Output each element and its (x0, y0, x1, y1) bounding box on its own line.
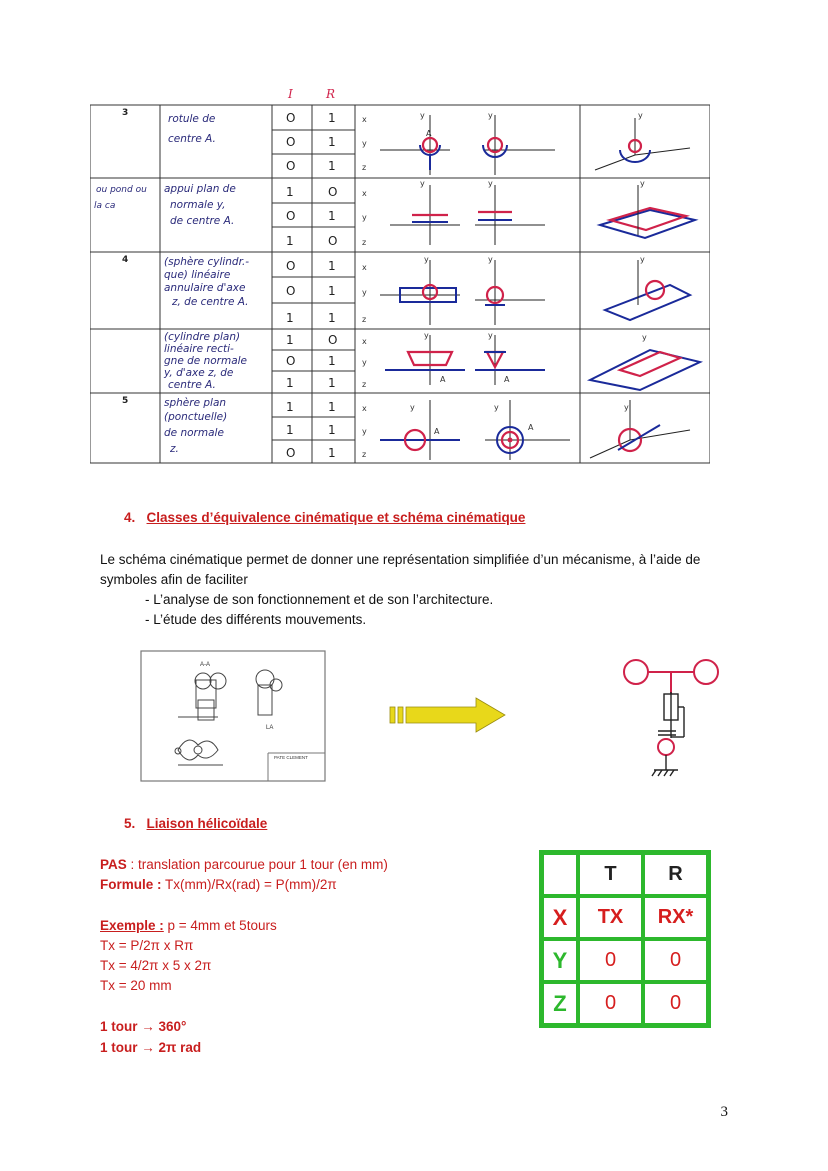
svg-text:y, d'axe z, de: y, d'axe z, de (164, 367, 234, 379)
col-i-header: I (288, 87, 293, 101)
drawing-cartouche: PATE CLEMENT (274, 755, 308, 760)
svg-text:y: y (494, 403, 499, 412)
svg-text:A: A (426, 129, 432, 138)
svg-text:z, de centre A.: z, de centre A. (172, 296, 249, 308)
bullet-item: - L’étude des différents mouvements. (145, 612, 367, 627)
svg-text:z: z (362, 238, 367, 247)
svg-text:O: O (286, 446, 296, 460)
svg-text:z.: z. (170, 443, 179, 455)
svg-text:rotule de: rotule de (168, 113, 216, 125)
svg-text:y: y (488, 111, 493, 120)
svg-text:y: y (642, 333, 647, 342)
svg-text:x: x (362, 263, 367, 272)
row-label-y: Y (542, 939, 578, 982)
svg-text:y: y (420, 179, 425, 188)
helical-dof-table (539, 850, 711, 1028)
svg-text:y: y (640, 255, 645, 264)
svg-text:1: 1 (286, 333, 294, 347)
svg-text:y: y (488, 331, 493, 340)
row-label-x: X (542, 896, 578, 939)
row-label-z: Z (542, 982, 578, 1025)
lineaire-annulaire-diagram (380, 255, 690, 325)
svg-text:O: O (286, 159, 296, 173)
svg-text:y: y (420, 111, 425, 120)
col-r-header: R (326, 87, 336, 101)
svg-text:z: z (362, 315, 367, 324)
calc-line: Tx = 20 mm (100, 978, 172, 993)
cell-y-t: 0 (578, 939, 643, 982)
svg-text:ou pond ou: ou pond ou (96, 185, 147, 195)
exemple-line (100, 916, 277, 936)
svg-text:y: y (362, 213, 367, 222)
lineaire-rectiligne-diagram (385, 331, 700, 390)
section5-number: 5. (124, 816, 136, 831)
svg-text:x: x (362, 404, 367, 413)
section5-heading (124, 816, 267, 831)
svg-text:y: y (488, 255, 493, 264)
row-names (94, 113, 249, 455)
svg-text:y: y (424, 255, 429, 264)
svg-text:(sphère cylindr.-: (sphère cylindr.- (164, 256, 250, 268)
svg-text:y: y (362, 288, 367, 297)
arrow-icon (388, 695, 508, 735)
calc-line: Tx = 4/2π x 5 x 2π (100, 958, 212, 973)
pas-line (100, 855, 388, 875)
calc-line: Tx = P/2π x Rπ (100, 938, 194, 953)
svg-text:appui plan de: appui plan de (164, 183, 236, 195)
svg-text:O: O (286, 135, 296, 149)
svg-text:y: y (362, 427, 367, 436)
svg-text:1: 1 (328, 111, 336, 125)
row-number: 3 (122, 108, 129, 118)
header-t: T (578, 853, 643, 896)
svg-text:1: 1 (328, 209, 336, 223)
svg-text:O: O (328, 234, 338, 248)
drawing-label-la: LA (266, 725, 274, 731)
svg-text:1: 1 (286, 376, 294, 390)
liaisons-table (90, 87, 710, 465)
kinematic-schema (618, 652, 728, 782)
svg-text:1: 1 (286, 400, 294, 414)
bullet-item: - L’analyse de son fonctionnement et de son l’architecture. (145, 592, 494, 607)
svg-text:x: x (362, 189, 367, 198)
cell-x-r: RX* (643, 896, 708, 939)
svg-text:1: 1 (286, 311, 294, 325)
table-corner (542, 853, 578, 896)
appui-plan-diagram (390, 179, 695, 245)
svg-text:y: y (638, 111, 643, 120)
svg-text:y: y (488, 179, 493, 188)
svg-text:y: y (640, 179, 645, 188)
svg-text:1: 1 (328, 259, 336, 273)
svg-text:1: 1 (286, 423, 294, 437)
svg-text:y: y (410, 403, 415, 412)
svg-text:z: z (362, 380, 367, 389)
cell-y-r: 0 (643, 939, 708, 982)
section4-title: Classes d’équivalence cinématique et schéma cinématique (146, 510, 526, 525)
cell-z-t: 0 (578, 982, 643, 1025)
svg-text:1: 1 (286, 234, 294, 248)
formule-text: Tx(mm)/Rx(rad) = P(mm)/2π (161, 877, 337, 892)
svg-text:la ca: la ca (94, 201, 116, 211)
svg-text:1: 1 (328, 400, 336, 414)
svg-text:centre A.: centre A. (168, 379, 216, 391)
svg-text:O: O (286, 259, 296, 273)
svg-text:1: 1 (328, 423, 336, 437)
rotule-diagram (380, 111, 690, 175)
svg-text:x: x (362, 337, 367, 346)
cell-z-r: 0 (643, 982, 708, 1025)
technical-drawing (138, 645, 328, 785)
row-number: 4 (122, 255, 129, 265)
pas-text: : translation parcourue pour 1 tour (en mm) (126, 857, 388, 872)
svg-text:A: A (504, 375, 510, 384)
svg-text:O: O (328, 333, 338, 347)
section4-heading (124, 510, 525, 525)
svg-text:normale y,: normale y, (170, 199, 226, 211)
ponctuelle-diagram (380, 400, 690, 460)
svg-text:A: A (440, 375, 446, 384)
svg-text:x: x (362, 115, 367, 124)
cell-x-t: TX (578, 896, 643, 939)
exemple-label: Exemple : (100, 918, 164, 933)
svg-text:sphère plan: sphère plan (164, 397, 227, 409)
svg-text:y: y (624, 403, 629, 412)
svg-text:O: O (286, 111, 296, 125)
svg-text:1: 1 (328, 284, 336, 298)
page-number: 3 (720, 1104, 728, 1120)
svg-text:O: O (286, 284, 296, 298)
svg-text:1: 1 (328, 376, 336, 390)
svg-text:1: 1 (286, 185, 294, 199)
svg-text:gne de normale: gne de normale (164, 355, 248, 367)
svg-text:1: 1 (328, 354, 336, 368)
svg-text:de normale: de normale (164, 427, 224, 439)
section5-title: Liaison hélicoïdale (146, 816, 268, 831)
svg-text:annulaire d'axe: annulaire d'axe (164, 282, 246, 294)
svg-text:1: 1 (328, 446, 336, 460)
svg-text:1: 1 (328, 311, 336, 325)
svg-text:(cylindre plan): (cylindre plan) (164, 331, 241, 343)
section4-paragraph: Le schéma cinématique permet de donner une représentation simplifiée d’un mécanisme, à l’aide de symboles afin de faciliter (100, 552, 701, 587)
svg-text:O: O (328, 185, 338, 199)
formule-label: Formule : (100, 877, 162, 892)
svg-text:y: y (362, 139, 367, 148)
row-number: 5 (122, 396, 129, 406)
svg-text:1: 1 (328, 135, 336, 149)
pas-label: PAS (100, 857, 127, 872)
svg-text:z: z (362, 163, 367, 172)
svg-text:centre A.: centre A. (168, 133, 216, 145)
svg-text:A: A (528, 423, 534, 432)
svg-text:linéaire recti-: linéaire recti- (164, 343, 234, 355)
tour-line: 1 tour → 2π rad (100, 1040, 202, 1055)
svg-text:1: 1 (328, 159, 336, 173)
section4-number: 4. (124, 510, 136, 525)
tour-line: 1 tour → 360° (100, 1019, 187, 1034)
svg-text:A: A (434, 427, 440, 436)
axis-letters (362, 115, 367, 459)
svg-text:O: O (286, 209, 296, 223)
svg-text:y: y (362, 358, 367, 367)
liaisons-table-drawing (90, 100, 710, 465)
svg-text:de centre A.: de centre A. (170, 215, 235, 227)
svg-text:O: O (286, 354, 296, 368)
exemple-text: p = 4mm et 5tours (163, 918, 277, 933)
header-r: R (643, 853, 708, 896)
svg-text:z: z (362, 450, 367, 459)
svg-text:que) linéaire: que) linéaire (164, 269, 231, 281)
drawing-label-aa: A-A (200, 662, 211, 668)
formule-line (100, 875, 337, 895)
svg-text:y: y (424, 331, 429, 340)
svg-text:(ponctuelle): (ponctuelle) (164, 411, 228, 423)
